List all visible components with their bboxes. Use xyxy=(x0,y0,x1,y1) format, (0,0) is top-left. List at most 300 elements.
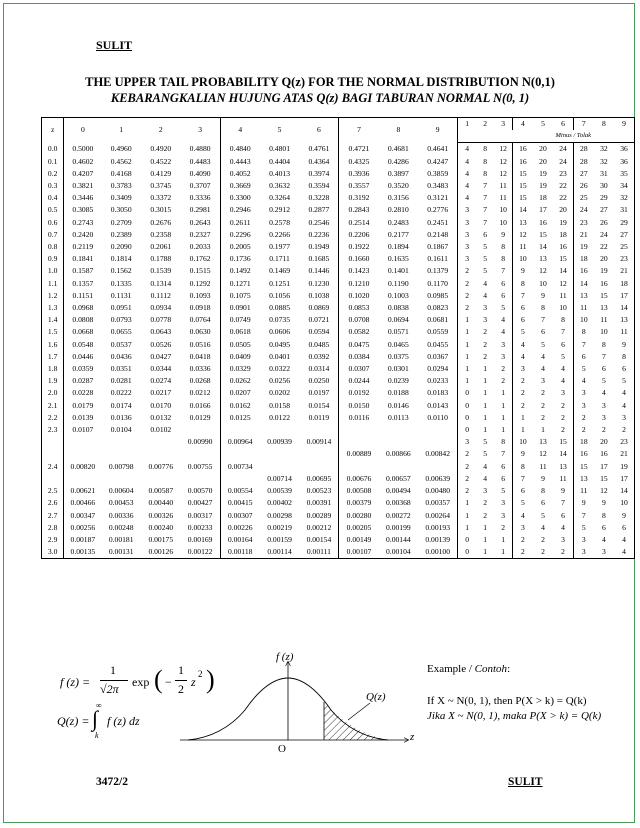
minus-cell: 1 xyxy=(465,498,470,508)
minus-header: 4 xyxy=(513,118,533,131)
normal-curve-graph xyxy=(180,648,420,760)
pdf-exp: exp xyxy=(132,675,150,689)
minus-cell: 4 xyxy=(494,314,512,326)
q-cell: 0.0183 xyxy=(418,387,458,399)
minus-cell: 8 xyxy=(494,436,512,448)
table-row xyxy=(42,412,635,424)
q-cell: 0.0778 xyxy=(150,315,172,325)
minus-cell: 5 xyxy=(521,498,525,508)
q-cell: 0.4602 xyxy=(72,156,94,166)
minus-cell: 5 xyxy=(483,242,488,252)
q-cell: 0.2483 xyxy=(387,217,409,227)
q-cell: 0.1922 xyxy=(348,242,370,252)
q-cell: 0.2327 xyxy=(181,229,221,241)
q-cell: 0.00326 xyxy=(148,510,174,520)
q-cell xyxy=(418,461,458,473)
minus-cell: 2 xyxy=(494,375,512,387)
q-cell xyxy=(379,424,419,436)
q-cell xyxy=(339,436,379,448)
q-cell: 0.2611 xyxy=(229,217,251,227)
q-cell: 0.0287 xyxy=(72,376,94,386)
q-cell: 0.1977 xyxy=(269,242,290,252)
q-cell: 0.0170 xyxy=(150,400,172,410)
minus-cell: 2 xyxy=(541,400,545,410)
minus-cell: 25 xyxy=(580,193,588,203)
q-cell: 0.1401 xyxy=(387,266,409,276)
minus-cell: 16 xyxy=(600,449,608,459)
minus-header: 1 xyxy=(458,118,476,131)
minus-cell: 1 xyxy=(494,424,512,436)
table-row xyxy=(42,448,635,460)
q-cell: 0.1230 xyxy=(299,278,339,290)
minus-cell: 20 xyxy=(539,144,547,154)
q-cell: 0.00233 xyxy=(181,522,221,534)
q-cell: 0.4013 xyxy=(269,168,290,178)
minus-cell: 25 xyxy=(614,241,634,253)
minus-cell: 23 xyxy=(614,436,634,448)
table-row xyxy=(42,424,635,436)
q-cell: 0.2514 xyxy=(348,217,370,227)
table-row xyxy=(42,229,635,241)
q-cell: 0.0228 xyxy=(72,388,94,398)
minus-cell: 5 xyxy=(553,351,573,363)
minus-cell: 9 xyxy=(614,339,634,351)
minus-cell: 20 xyxy=(600,254,608,264)
z-cell: 1.3 xyxy=(42,302,64,314)
minus-cell: 16 xyxy=(580,449,588,459)
q-cell: 0.00990 xyxy=(181,436,221,448)
minus-cell: 27 xyxy=(600,205,608,215)
z-axis-label: z xyxy=(410,731,415,743)
minus-cell: 31 xyxy=(614,204,634,216)
pdf-open-paren: ( xyxy=(154,665,163,694)
q-cell: 0.00175 xyxy=(148,534,174,544)
q-cell: 0.0968 xyxy=(72,303,94,313)
q-cell: 0.00264 xyxy=(418,510,458,522)
minus-cell: 0 xyxy=(465,425,470,435)
minus-cell: 1 xyxy=(483,364,488,374)
minus-cell: 1 xyxy=(465,339,470,349)
q-cell: 0.00391 xyxy=(299,497,339,509)
minus-cell: 1 xyxy=(483,400,488,410)
q-cell: 0.0239 xyxy=(387,376,409,386)
minus-cell: 10 xyxy=(494,204,512,216)
q-cell xyxy=(299,424,339,436)
q-cell: 0.0129 xyxy=(181,412,221,424)
z-cell xyxy=(42,473,64,485)
q-cell: 0.4960 xyxy=(110,144,132,154)
q-cell: 0.4681 xyxy=(387,144,409,154)
q-cell xyxy=(141,448,181,460)
minus-cell: 6 xyxy=(601,364,606,374)
q-cell: 0.1038 xyxy=(299,290,339,302)
minus-cell: 2 xyxy=(614,424,634,436)
q-cell: 0.2389 xyxy=(110,229,132,239)
table-row xyxy=(42,265,635,277)
z-cell: 0.3 xyxy=(42,180,64,192)
integral-lower-limit: k xyxy=(95,731,99,740)
q-cell: 0.0281 xyxy=(110,376,132,386)
minus-cell: 11 xyxy=(580,303,588,313)
minus-cell: 19 xyxy=(539,181,547,191)
q-cell: 0.0918 xyxy=(181,302,221,314)
q-cell: 0.00336 xyxy=(108,510,134,520)
minus-cell: 11 xyxy=(580,486,588,496)
table-row xyxy=(42,290,635,302)
q-cell: 0.4404 xyxy=(269,156,290,166)
q-cell: 0.3520 xyxy=(387,181,409,191)
q-cell: 0.0336 xyxy=(181,363,221,375)
q-cell xyxy=(379,436,419,448)
q-cell: 0.0721 xyxy=(299,314,339,326)
q-cell: 0.2420 xyxy=(72,229,94,239)
minus-cell: 2 xyxy=(581,425,586,435)
q-cell: 0.00539 xyxy=(267,486,292,496)
minus-cell: 7 xyxy=(553,326,573,338)
q-cell: 0.00347 xyxy=(70,510,96,520)
table-row xyxy=(42,241,635,253)
minus-cell: 8 xyxy=(521,461,525,471)
minus-header: 5 xyxy=(533,118,553,131)
title-english: THE UPPER TAIL PROBABILITY Q(z) FOR THE NORMAL DISTRIBUTION N(0,1) xyxy=(85,75,555,89)
q-cell: 0.00164 xyxy=(227,534,253,544)
q-cell: 0.00144 xyxy=(386,534,411,544)
minus-cell: 8 xyxy=(541,486,545,496)
q-cell: 0.4483 xyxy=(181,156,221,168)
minus-cell: 5 xyxy=(494,302,512,314)
q-cell: 0.2061 xyxy=(150,242,172,252)
q-cell: 0.00317 xyxy=(181,510,221,522)
table-row xyxy=(42,217,635,229)
minus-cell: 21 xyxy=(614,448,634,460)
q-cell: 0.00131 xyxy=(101,546,141,559)
q-cell: 0.00415 xyxy=(227,498,253,508)
minus-cell: 9 xyxy=(601,498,606,508)
minus-cell: 2 xyxy=(465,486,470,496)
minus-cell: 3 xyxy=(553,387,573,399)
minus-header: 9 xyxy=(614,118,634,131)
minus-cell: 0 xyxy=(465,400,470,410)
minus-cell: 3 xyxy=(614,412,634,424)
digit-header: 9 xyxy=(418,118,458,143)
q-cell: 0.0166 xyxy=(181,400,221,412)
example-line-malay: Jika X ~ N(0, 1), maka P(X > k) = Q(k) xyxy=(427,710,602,722)
minus-cell: 2 xyxy=(521,534,525,544)
q-cell: 0.2005 xyxy=(229,242,251,252)
q-cell: 0.4840 xyxy=(229,144,251,154)
q-cell: 0.0262 xyxy=(229,376,251,386)
minus-cell: 2 xyxy=(541,388,545,398)
table-row xyxy=(42,522,635,534)
minus-cell: 15 xyxy=(519,193,527,203)
digit-header: 5 xyxy=(260,118,300,143)
q-cell: 0.00554 xyxy=(227,486,253,496)
minus-cell: 7 xyxy=(581,339,586,349)
q-cell: 0.0749 xyxy=(229,315,251,325)
q-cell: 0.00480 xyxy=(418,485,458,497)
q-cell: 0.0606 xyxy=(269,327,290,337)
z-cell: 1.4 xyxy=(42,314,64,326)
minus-cell: 3 xyxy=(483,303,488,313)
minus-cell: 8 xyxy=(541,303,545,313)
z-cell xyxy=(42,448,64,460)
q-lhs: Q(z) = xyxy=(57,714,90,728)
minus-cell: 11 xyxy=(539,461,547,471)
q-cell: 0.0207 xyxy=(229,388,251,398)
minus-cell: 11 xyxy=(553,473,573,485)
q-cell: 0.1335 xyxy=(110,278,132,288)
minus-cell: 8 xyxy=(614,351,634,363)
q-cell: 0.3264 xyxy=(269,193,290,203)
integrand: f (z) dz xyxy=(107,714,140,728)
q-cell: 0.0548 xyxy=(72,339,94,349)
minus-cell: 23 xyxy=(614,253,634,265)
minus-cell: 2 xyxy=(483,339,488,349)
minus-cell: 2 xyxy=(553,412,573,424)
q-cell: 0.4325 xyxy=(348,156,370,166)
q-cell: 0.0139 xyxy=(72,412,94,422)
q-cell: 0.00494 xyxy=(386,486,411,496)
q-cell: 0.4920 xyxy=(150,144,172,154)
q-cell: 0.1539 xyxy=(150,266,172,276)
table-row xyxy=(42,168,635,180)
minus-cell: 2 xyxy=(513,546,533,559)
example-heading xyxy=(427,663,510,675)
minus-cell: 2 xyxy=(553,400,573,412)
q-cell: 0.0132 xyxy=(150,412,172,422)
minus-cell: 22 xyxy=(553,180,573,192)
minus-cell: 21 xyxy=(580,229,588,239)
q-cell: 0.00820 xyxy=(70,461,96,471)
q-cell: 0.0222 xyxy=(110,388,132,398)
q-cell: 0.00193 xyxy=(418,522,458,534)
minus-cell: 16 xyxy=(580,266,588,276)
minus-cell: 17 xyxy=(614,473,634,485)
minus-cell: 15 xyxy=(519,168,527,178)
table-row xyxy=(42,534,635,546)
q-cell: 0.2033 xyxy=(181,241,221,253)
q-cell: 0.00842 xyxy=(418,448,458,460)
q-cell: 0.1814 xyxy=(110,254,132,264)
minus-cell: 3 xyxy=(465,437,470,447)
z-cell: 1.5 xyxy=(42,326,64,338)
digit-header: 2 xyxy=(141,118,181,143)
minus-cell: 5 xyxy=(581,364,586,374)
q-cell: 0.0526 xyxy=(150,339,172,349)
minus-cell: 24 xyxy=(600,229,608,239)
title-malay: KEBARANGKALIAN HUJUNG ATAS Q(z) BAGI TABURAN NORMAL N(0, 1) xyxy=(110,91,530,105)
q-cell: 0.00508 xyxy=(346,486,372,496)
q-cell: 0.00289 xyxy=(299,510,339,522)
q-cell: 0.0392 xyxy=(299,351,339,363)
q-cell: 0.3669 xyxy=(229,181,251,191)
minus-cell: 4 xyxy=(614,546,634,559)
minus-cell: 7 xyxy=(521,473,525,483)
q-cell: 0.00139 xyxy=(418,534,458,546)
minus-cell: 12 xyxy=(600,486,608,496)
table-row xyxy=(42,546,635,559)
q-cell: 0.00272 xyxy=(386,510,411,520)
q-cell: 0.4721 xyxy=(348,144,370,154)
q-cell: 0.0113 xyxy=(388,412,409,422)
minus-cell: 9 xyxy=(521,449,525,459)
q-cell: 0.00212 xyxy=(299,522,339,534)
pdf-minus: − xyxy=(165,675,172,689)
q-cell: 0.1894 xyxy=(387,242,409,252)
q-cell: 0.0119 xyxy=(299,412,339,424)
pdf-z: z xyxy=(191,675,196,689)
q-cell: 0.00199 xyxy=(386,522,411,532)
minus-cell: 14 xyxy=(553,448,573,460)
table-row xyxy=(42,485,635,497)
q-cell: 0.1314 xyxy=(150,278,172,288)
q-cell: 0.0455 xyxy=(418,339,458,351)
q-cell: 0.0107 xyxy=(72,425,94,435)
q-cell: 0.00798 xyxy=(108,461,134,471)
q-cell: 0.0375 xyxy=(387,351,409,361)
minus-cell: 28 xyxy=(580,144,588,154)
integral-sign: ∫ xyxy=(92,706,99,731)
q-cell: 0.00169 xyxy=(181,534,221,546)
q-cell: 0.0307 xyxy=(348,364,370,374)
minus-cell: 2 xyxy=(465,449,470,459)
q-cell: 0.3015 xyxy=(150,205,172,215)
minus-header: 7 xyxy=(573,118,593,131)
minus-cell: 3 xyxy=(521,364,525,374)
minus-cell: 5 xyxy=(601,376,606,386)
q-cell: 0.0694 xyxy=(387,315,409,325)
q-cell: 0.0735 xyxy=(269,315,290,325)
minus-spacer xyxy=(458,130,513,143)
table-row xyxy=(42,143,635,156)
z-cell: 2.4 xyxy=(42,461,64,473)
q-cell: 0.00734 xyxy=(227,461,253,471)
q-cell: 0.4090 xyxy=(181,168,221,180)
q-cell: 0.3192 xyxy=(348,193,370,203)
q-cell: 0.3085 xyxy=(72,205,94,215)
q-cell xyxy=(181,473,221,485)
minus-cell: 1 xyxy=(483,534,488,544)
minus-cell: 8 xyxy=(494,241,512,253)
minus-cell: 1 xyxy=(476,546,494,559)
q-cell: 0.00135 xyxy=(64,546,102,559)
q-cell: 0.1292 xyxy=(181,278,221,290)
minus-cell: 32 xyxy=(614,192,634,204)
minus-cell: 1 xyxy=(483,412,488,422)
q-cell: 0.4801 xyxy=(269,144,290,154)
q-cell: 0.3156 xyxy=(387,193,409,203)
z-cell: 0.1 xyxy=(42,156,64,168)
minus-cell: 3 xyxy=(465,205,470,215)
table-row xyxy=(42,156,635,168)
table-row xyxy=(42,375,635,387)
q-cell: 0.00219 xyxy=(267,522,292,532)
table-row xyxy=(42,314,635,326)
q-cell: 0.0668 xyxy=(72,327,94,337)
q-cell xyxy=(181,448,221,460)
q-cell: 0.00154 xyxy=(299,534,339,546)
q-cell: 0.0384 xyxy=(348,351,370,361)
minus-cell: 24 xyxy=(580,205,588,215)
minus-cell: 16 xyxy=(519,144,527,154)
q-cell: 0.0110 xyxy=(418,412,458,424)
minus-cell: 4 xyxy=(614,534,634,546)
minus-cell: 4 xyxy=(521,339,525,349)
q-cell: 0.0838 xyxy=(387,303,409,313)
minus-cell: 2 xyxy=(465,266,470,276)
minus-cell: 11 xyxy=(494,192,512,204)
minus-cell: 5 xyxy=(483,266,488,276)
z-cell: 2.3 xyxy=(42,424,64,436)
table-row xyxy=(42,497,635,509)
minus-cell: 3 xyxy=(494,351,512,363)
q-cell: 0.3483 xyxy=(418,180,458,192)
q-cell: 0.3372 xyxy=(150,193,172,203)
q-cell: 0.0853 xyxy=(348,303,370,313)
q-cell: 0.00118 xyxy=(220,546,260,559)
q-cell: 0.00695 xyxy=(299,473,339,485)
q-cell: 0.0427 xyxy=(150,351,172,361)
q-cell: 0.00248 xyxy=(108,522,134,532)
minus-cell: 5 xyxy=(521,327,525,337)
minus-cell: 36 xyxy=(614,156,634,168)
q-cell: 0.1446 xyxy=(299,265,339,277)
q-cell: 0.1685 xyxy=(299,253,339,265)
q-cell: 0.0344 xyxy=(150,364,172,374)
minus-cell: 12 xyxy=(494,156,512,168)
z-cell: 3.0 xyxy=(42,546,64,559)
minus-cell: 3 xyxy=(494,510,512,522)
q-cell: 0.0643 xyxy=(150,327,172,337)
q-cell: 0.0158 xyxy=(269,400,290,410)
q-cell: 0.5000 xyxy=(72,144,94,154)
q-cell: 0.0367 xyxy=(418,351,458,363)
minus-cell: 22 xyxy=(553,192,573,204)
q-cell: 0.00307 xyxy=(227,510,253,520)
q-cell: 0.1711 xyxy=(269,254,290,264)
q-cell: 0.0174 xyxy=(110,400,132,410)
minus-cell: 6 xyxy=(483,229,488,239)
q-cell: 0.3336 xyxy=(181,192,221,204)
minus-cell: 24 xyxy=(553,143,573,156)
q-cell: 0.1423 xyxy=(348,266,370,276)
minus-cell: 31 xyxy=(600,168,608,178)
q-cell: 0.3707 xyxy=(181,180,221,192)
q-cell: 0.2451 xyxy=(418,217,458,229)
q-cell: 0.1660 xyxy=(348,254,370,264)
minus-cell: 3 xyxy=(494,497,512,509)
q-cell: 0.1841 xyxy=(72,254,94,264)
example-heading-colon: : xyxy=(507,663,511,675)
table-row xyxy=(42,473,635,485)
minus-cell: 16 xyxy=(553,241,573,253)
minus-cell: 12 xyxy=(539,449,547,459)
q-cell: 0.2946 xyxy=(229,205,251,215)
q-cell xyxy=(339,424,379,436)
q-cell: 0.0681 xyxy=(418,314,458,326)
z-cell: 0.4 xyxy=(42,192,64,204)
minus-cell: 14 xyxy=(580,278,588,288)
minus-cell: 10 xyxy=(519,437,527,447)
minus-cell: 1 xyxy=(541,425,545,435)
minus-cell: 11 xyxy=(553,290,573,302)
table-row xyxy=(42,339,635,351)
z-header: z xyxy=(42,118,64,143)
minus-cell: 2 xyxy=(483,327,488,337)
minus-cell: 1 xyxy=(494,534,512,546)
minus-cell: 4 xyxy=(541,364,545,374)
minus-cell: 11 xyxy=(519,242,527,252)
